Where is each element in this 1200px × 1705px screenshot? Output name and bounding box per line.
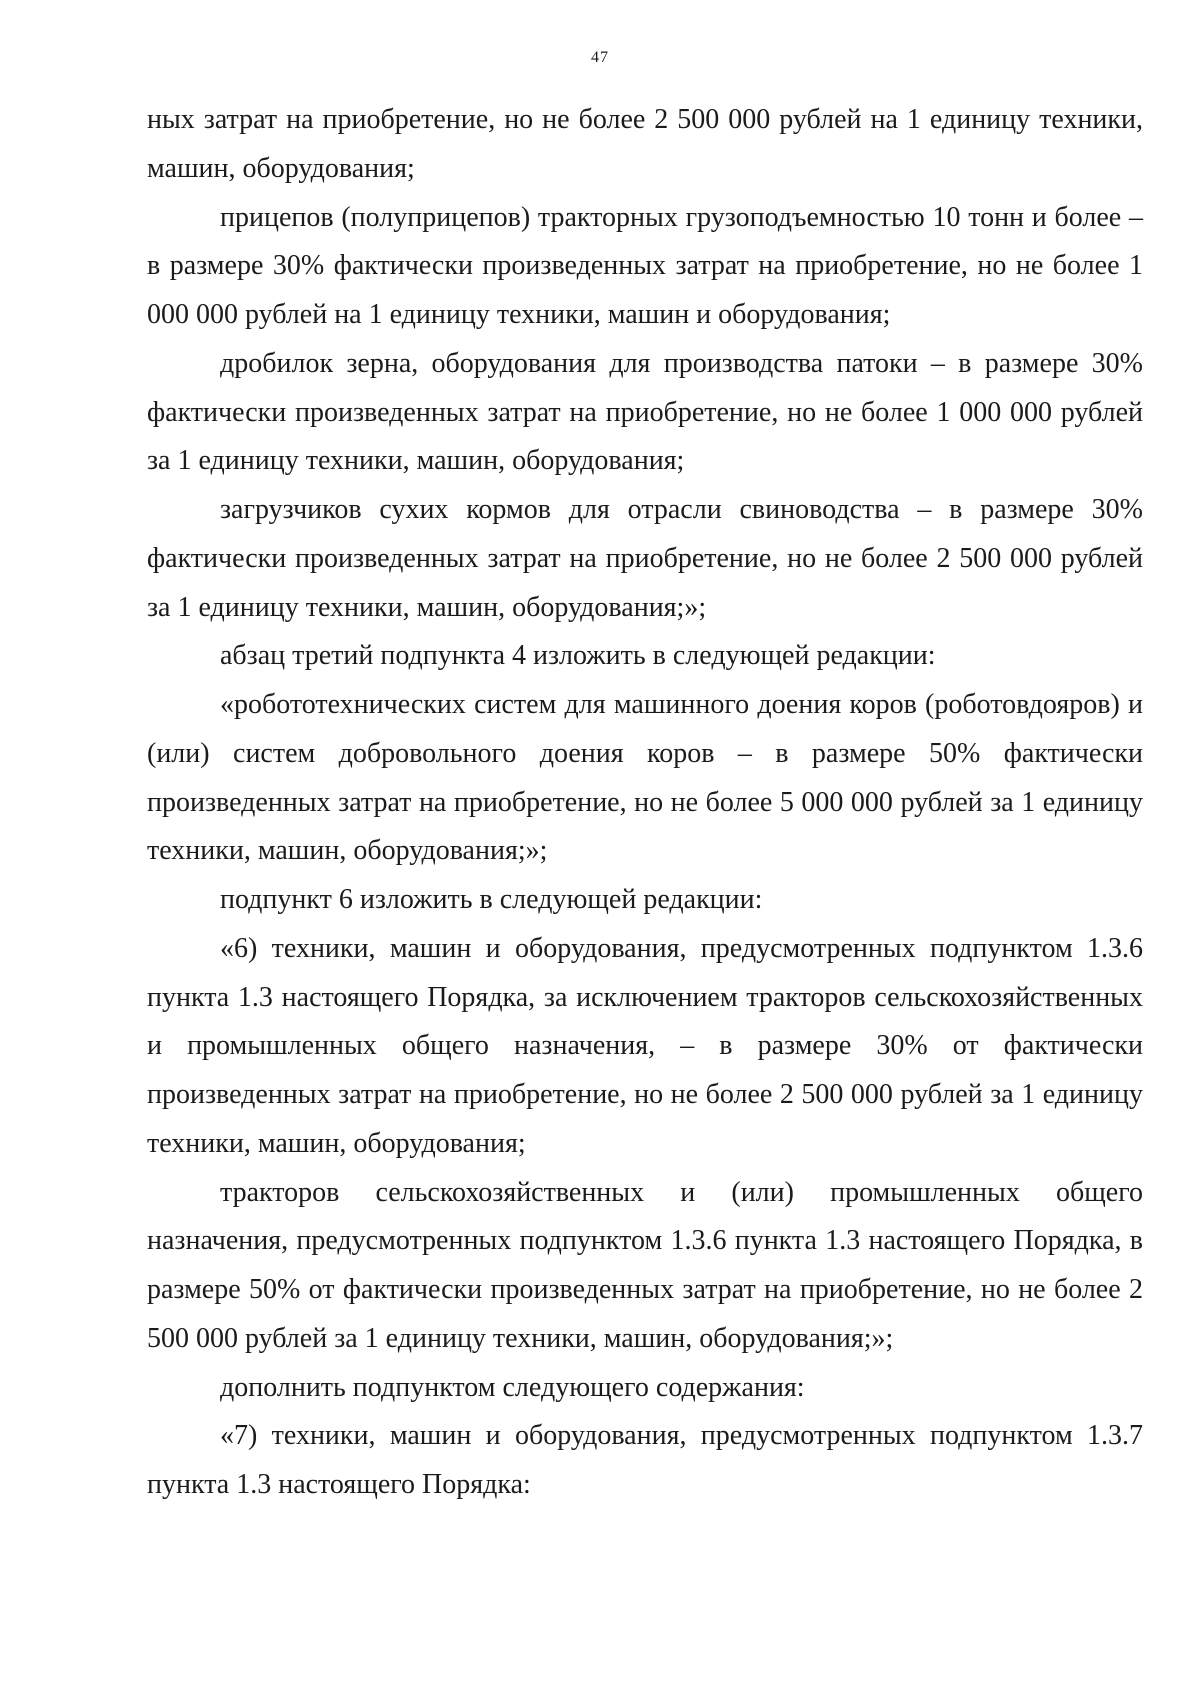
paragraph-subitem-7-text: «7) техники, машин и оборудования, предусмотренных подпунктом 1.3.7 пункта 1.3 настоящего Порядка: [147,1420,1143,1500]
paragraph-subitem-6-text: «6) техники, машин и оборудования, предусмотренных подпунктом 1.3.6 пункта 1.3 настоящего Порядка, за исключением тракторов сельскохозяйственных и промышленных общего назначения, – в размере 30% от фактически произведенных затрат на приобретение, но не более 2 500 000 рублей за 1 единицу техники, машин, оборудования; [147,932,1143,1159]
paragraph-feed-loaders: загрузчиков сухих кормов для отрасли свиноводства – в размере 30% фактически произведенных затрат на приобретение, но не более 2 500 000 рублей за 1 единицу техники, машин, оборудования;»; [147,494,1143,623]
paragraph-amend-subitem-6: подпункт 6 изложить в следующей редакции: [220,884,763,915]
paragraph-add-subitem: дополнить подпунктом следующего содержания: [220,1371,805,1403]
paragraph-grain-crushers: дробилок зерна, оборудования для производства патоки – в размере 30% фактически произведенных затрат на приобретение, но не более 1 000 000 рублей за 1 единицу техники, машин, оборудования; [147,347,1143,477]
page-number: 47 [591,49,609,66]
paragraph-trailers: прицепов (полуприцепов) тракторных грузоподъемностью 10 тонн и более – в размере 30% фактически произведенных затрат на приобретение, но не более 1 000 000 рублей на 1 единицу техники, машин и оборудования; [147,201,1143,330]
paragraph-tractors: тракторов сельскохозяйственных и (или) промышленных общего назначения, предусмотренных подпунктом 1.3.6 пункта 1.3 настоящего Порядка, в размере 50% от фактически произведенных затрат на приобретение, но не более 2 500 000 рублей за 1 единицу техники, машин, оборудования;»; [147,1176,1143,1354]
paragraph-robotic-milking: «робототехнических систем для машинного доения коров (роботовдояров) и (или) систем добровольного доения коров – в размере 50% фактически произведенных затрат на приобретение, но не более 5 000 000 рублей за 1 единицу техники, машин, оборудования;»; [147,689,1143,867]
paragraph-continuation: ных затрат на приобретение, но не более 2 500 000 рублей на 1 единицу техники, машин, оборудования; [147,104,1143,184]
document-body [147,96,1143,1510]
paragraph-amend-subitem-4: абзац третий подпункта 4 изложить в следующей редакции: [220,640,936,672]
